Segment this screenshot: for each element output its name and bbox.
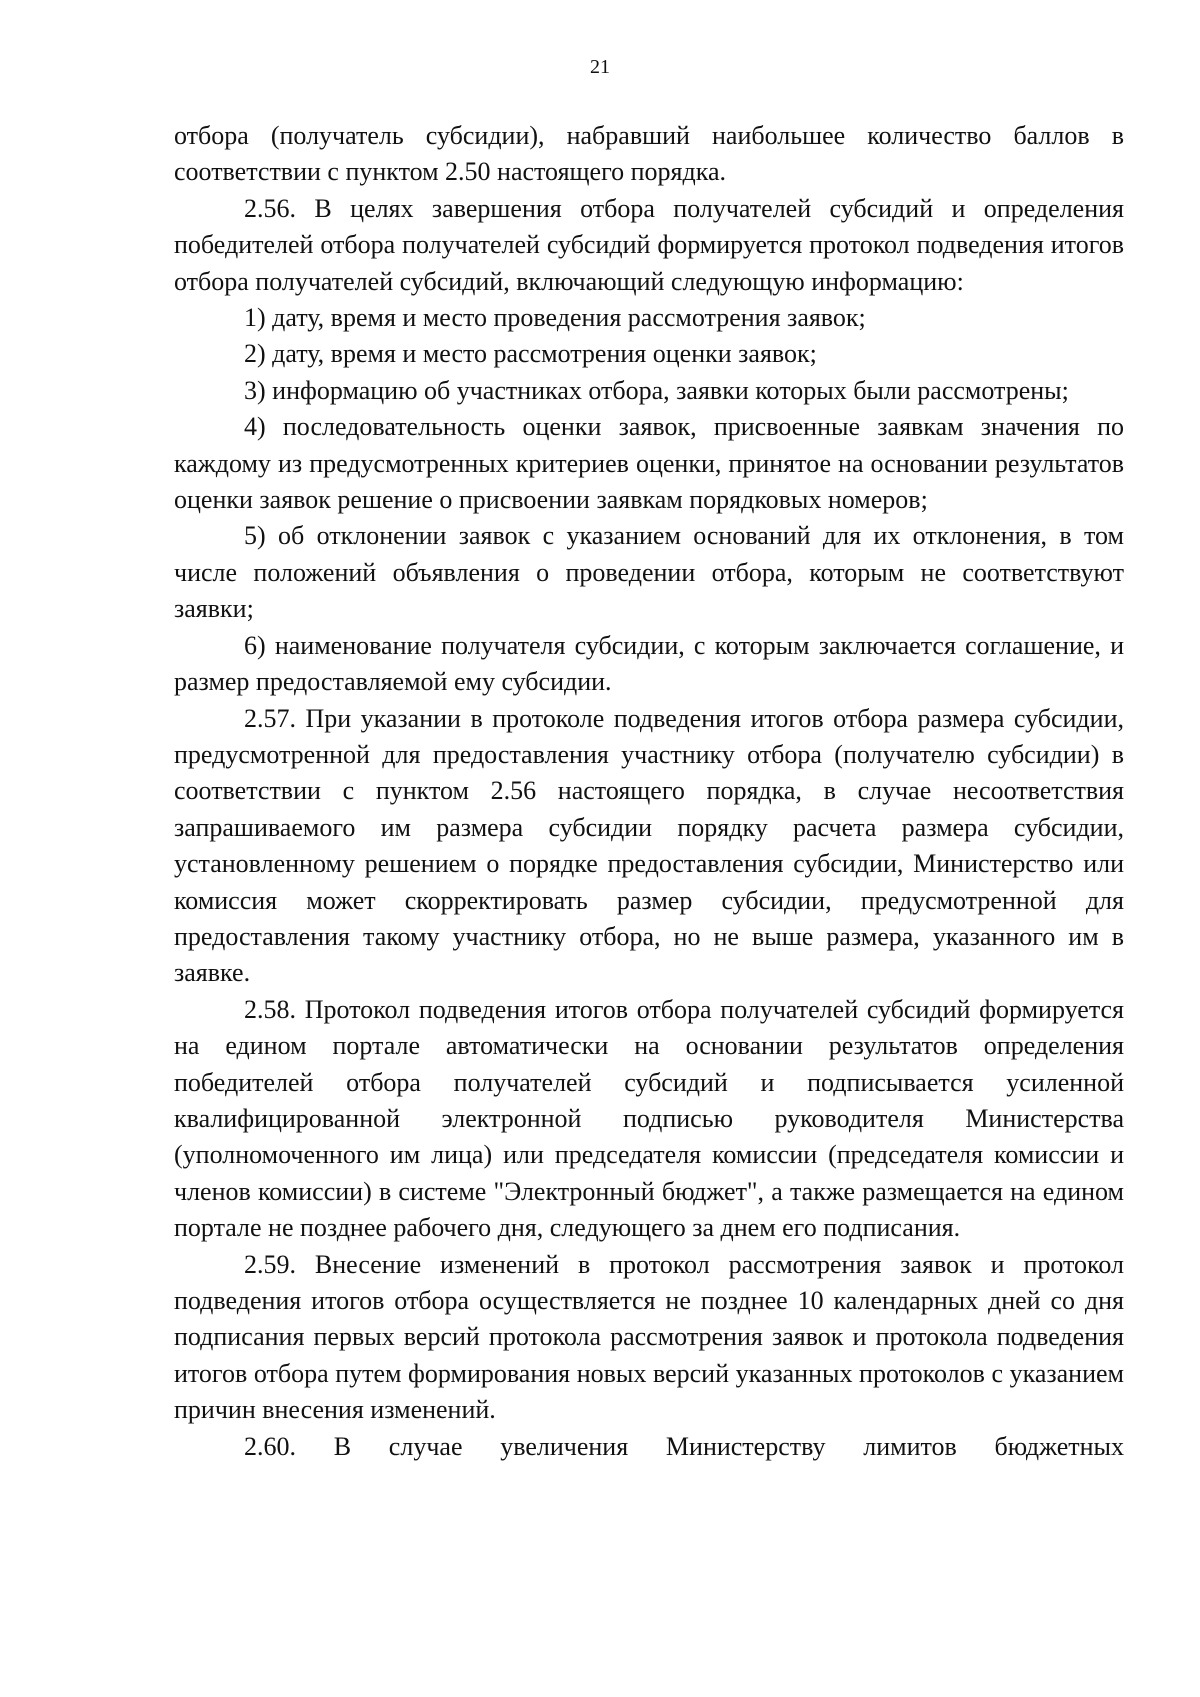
list-item-4: 4) последовательность оценки заявок, присвоенные заявкам значения по каждому из предусмотренных критериев оценки, принятое на основании результатов оценки заявок решение о присвоении заявкам порядковых номеров; <box>174 412 1124 515</box>
paragraph-2-60: 2.60. В случае увеличения Министерству лимитов бюджетных <box>244 1431 1124 1461</box>
list-item-3: 3) информацию об участниках отбора, заявки которых были рассмотрены; <box>244 375 1069 405</box>
paragraph-2-57: 2.57. При указании в протоколе подведения итогов отбора размера субсидии, предусмотренной для предоставления участнику отбора (получателю субсидии) в соответствии с пунктом 2.56 настоящего порядка, в случае несоответствия запрашиваемого им размера субсидии порядку расчета размера субсидии, установленному решением о порядке предоставления субсидии, Министерство или комиссия может скорректировать размер субсидии, предусмотренной для предоставления такому участнику отбора, но не выше размера, указанного им в заявке. <box>174 703 1124 988</box>
list-item-5: 5) об отклонении заявок с указанием оснований для их отклонения, в том числе положений объявления о проведении отбора, которым не соответствуют заявки; <box>174 521 1124 624</box>
page-number: 21 <box>590 56 610 78</box>
document-body <box>174 118 1124 1465</box>
list-item-6: 6) наименование получателя субсидии, с которым заключается соглашение, и размер предоставляемой ему субсидии. <box>174 630 1124 697</box>
paragraph-2-59: 2.59. Внесение изменений в протокол рассмотрения заявок и протокол подведения итогов отбора осуществляется не позднее 10 календарных дней со дня подписания первых версий протокола рассмотрения заявок и протокола подведения итогов отбора путем формирования новых версий указанных протоколов с указанием причин внесения изменений. <box>174 1249 1124 1425</box>
list-item-1: 1) дату, время и место проведения рассмотрения заявок; <box>244 303 866 333</box>
paragraph: отбора (получатель субсидии), набравший наибольшее количество баллов в соответствии с пунктом 2.50 настоящего порядка. <box>174 121 1124 187</box>
paragraph-2-58: 2.58. Протокол подведения итогов отбора получателей субсидий формируется на едином портале автоматически на основании результатов определения победителей отбора получателей субсидий и подписывается усиленной квалифицированной электронной подписью руководителя Министерства (уполномоченного им лица) или председателя комиссии (председателя комиссии и членов комиссии) в системе "Электронный бюджет", а также размещается на едином портале не позднее рабочего дня, следующего за днем его подписания. <box>174 994 1124 1243</box>
paragraph-2-56: 2.56. В целях завершения отбора получателей субсидий и определения победителей отбора получателей субсидий формируется протокол подведения итогов отбора получателей субсидий, включающий следующую информацию: <box>174 193 1124 296</box>
list-item-2: 2) дату, время и место рассмотрения оценки заявок; <box>244 339 817 369</box>
